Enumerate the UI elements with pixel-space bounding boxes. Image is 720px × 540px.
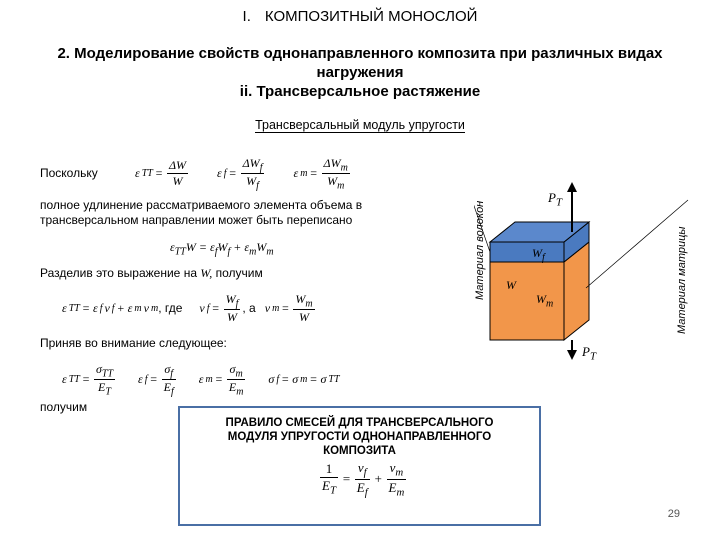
matrix-material-label: Материал матрицы <box>676 226 688 334</box>
dividing-text-label: Разделив это выражение на <box>40 266 197 280</box>
matrix-width-subscript: m <box>546 298 554 310</box>
formula-rule-of-mixtures: $\frac{1}{E_T}$ = $\frac{v_f}{E_f}$ + $\frac{v_m}{E_m}$ <box>322 460 405 499</box>
and-label: , а <box>242 301 256 316</box>
total-width-label: W <box>506 278 516 292</box>
formula-stress-strain: ε TT = $\frac{\sigma_{TT}}{E_T}$ ε f = $\frac{\sigma_f}{E_f}$ ε m = $\frac{\sigma_m}{E_m}$ σ f = σ m = σ TT <box>62 362 340 398</box>
slide-subtitle <box>40 44 680 101</box>
force-top-label <box>548 190 562 209</box>
fiber-material-label: Материал волокон <box>474 200 486 300</box>
fiber-width-subscript: f <box>542 252 545 264</box>
page-number: 29 <box>667 508 680 520</box>
rule-title-line-1: ПРАВИЛО СМЕСЕЙ ДЛЯ ТРАНСВЕРСАЛЬНОГО <box>225 417 494 429</box>
matrix-leader-line <box>586 200 688 288</box>
since-label: Поскольку <box>40 166 98 180</box>
elongation-text <box>40 198 440 228</box>
section-title-text: Трансверсальный модуль упругости <box>255 118 465 132</box>
force-top-subscript: T <box>555 196 562 209</box>
section-title <box>0 118 720 132</box>
force-arrow-bottom-head <box>567 350 577 360</box>
elongation-text-line-2: трансверсальном направлении может быть переписано <box>40 213 353 227</box>
formula-strain-definitions: ε TT = $\frac{\Delta W}{W}$ ε f = $\frac{\Delta W_f}{W_f}$ ε m = $\frac{\Delta W_m}{W_m}$ <box>135 156 348 192</box>
dividing-text <box>40 266 263 281</box>
elongation-text-line-1: полное удлинение рассматриваемого элемента объема в <box>40 198 363 212</box>
chapter-number: I. <box>242 8 251 25</box>
subtitle-line-2: нагружения <box>316 64 404 81</box>
composite-figure <box>474 160 704 363</box>
fiber-width-symbol: W <box>532 246 542 260</box>
dividing-variable: W, <box>200 266 213 280</box>
rule-of-mixtures-title <box>178 416 541 458</box>
formula-elongation-sum: $\varepsilon_{TT}W = \varepsilon_fW_f + \varepsilon_mW_m$ <box>170 240 274 258</box>
matrix-width-label <box>536 292 553 309</box>
dividing-after-label: получим <box>215 266 263 280</box>
obtain-label: получим <box>40 400 88 414</box>
rule-title-line-3: КОМПОЗИТА <box>323 445 396 457</box>
fiber-width-label <box>532 246 545 263</box>
slide-title <box>0 8 720 25</box>
force-bottom-symbol: P <box>582 344 590 359</box>
formula-volume-fractions: ε TT = ε f v f + ε m v m , где v f = $\frac{W_f}{W}$ , а v m = $\frac{W_m}{W}$ <box>62 292 313 325</box>
accepting-text: Приняв во внимание следующее: <box>40 336 227 350</box>
subtitle-line-1: 2. Моделирование свойств однонаправленного композита при различных видах <box>57 45 663 62</box>
fiber-front-face <box>490 242 564 262</box>
force-arrow-top-head <box>567 182 577 192</box>
force-bottom-label <box>582 344 596 363</box>
chapter-title: КОМПОЗИТНЫЙ МОНОСЛОЙ <box>264 8 478 25</box>
subtitle-line-3: ii. Трансверсальное растяжение <box>239 83 481 100</box>
matrix-width-symbol: W <box>536 292 546 306</box>
rule-title-line-2: МОДУЛЯ УПРУГОСТИ ОДНОНАПРАВЛЕННОГО <box>227 431 492 443</box>
where-label: , где <box>158 301 183 316</box>
force-bottom-subscript: T <box>589 350 596 363</box>
force-top-symbol: P <box>548 190 556 205</box>
composite-block-diagram <box>474 160 704 360</box>
